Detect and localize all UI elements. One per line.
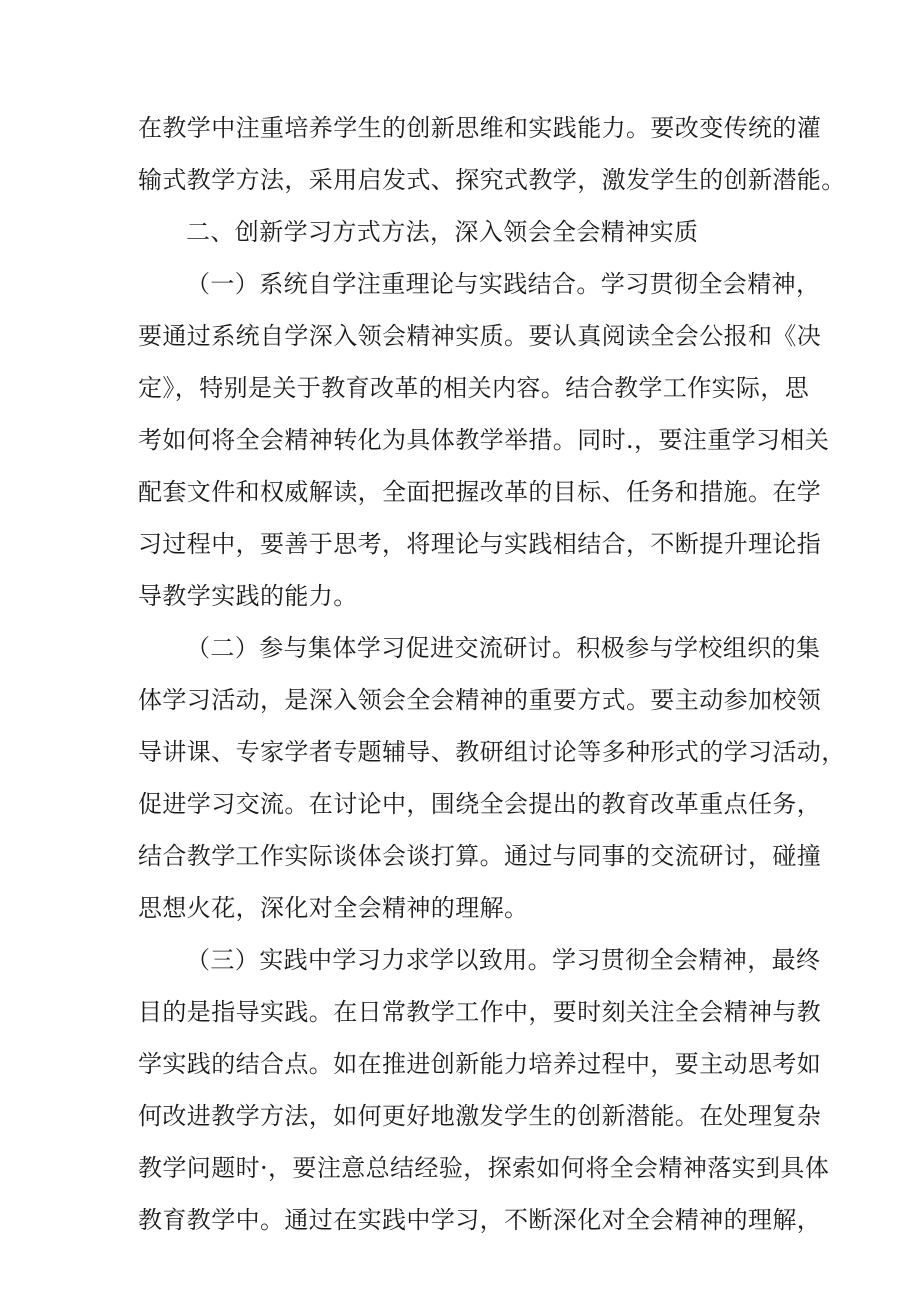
section-heading: 二、创新学习方式方法，深入领会全会精神实质 (186, 218, 699, 246)
paragraph-line: 目的是指导实践。在日常教学工作中，要时刻关注全会精神与教 (138, 998, 822, 1026)
paragraph-line: 要通过系统自学深入领会精神实质。要认真阅读全会公报和《决 (138, 322, 822, 350)
paragraph-line: 教学问题时·，要注意总结经验，探索如何将全会精神落实到具体 (138, 1154, 830, 1182)
paragraph-line: （二）参与集体学习促进交流研讨。积极参与学校组织的集 (186, 634, 821, 662)
paragraph-line: 导教学实践的能力。 (138, 582, 358, 610)
paragraph-line: （三）实践中学习力求学以致用。学习贯彻全会精神，最终 (186, 946, 821, 974)
paragraph-line: 结合教学工作实际谈体会谈打算。通过与同事的交流研讨，碰撞 (138, 842, 822, 870)
paragraph-line: （一）系统自学注重理论与实践结合。学习贯彻全会精神， (186, 270, 821, 298)
paragraph-line: 考如何将全会精神转化为具体教学举措。同时.，要注重学习相关 (138, 426, 830, 454)
paragraph-line: 定》，特别是关于教育改革的相关内容。结合教学工作实际，思 (138, 374, 810, 402)
paragraph-line: 配套文件和权威解读，全面把握改革的目标、任务和措施。在学 (138, 478, 822, 506)
paragraph-line: 体学习活动，是深入领会全会精神的重要方式。要主动参加校领 (138, 686, 822, 714)
paragraph-line: 习过程中，要善于思考，将理论与实践相结合，不断提升理论指 (138, 530, 822, 558)
paragraph-line: 学实践的结合点。如在推进创新能力培养过程中，要主动思考如 (138, 1050, 822, 1078)
paragraph-line: 何改进教学方法，如何更好地激发学生的创新潜能。在处理复杂 (138, 1102, 822, 1130)
paragraph-line: 促进学习交流。在讨论中，围绕全会提出的教育改革重点任务， (138, 790, 822, 818)
paragraph-line: 教育教学中。通过在实践中学习，不断深化对全会精神的理解， (138, 1206, 822, 1234)
paragraph-line: 思想火花，深化对全会精神的理解。 (138, 894, 529, 922)
paragraph-line: 输式教学方法，采用启发式、探究式教学，激发学生的创新潜能。 (138, 166, 846, 194)
paragraph-line: 在教学中注重培养学生的创新思维和实践能力。要改变传统的灌 (138, 114, 822, 142)
paragraph-line: 导讲课、专家学者专题辅导、教研组讨论等多种形式的学习活动， (138, 738, 846, 766)
